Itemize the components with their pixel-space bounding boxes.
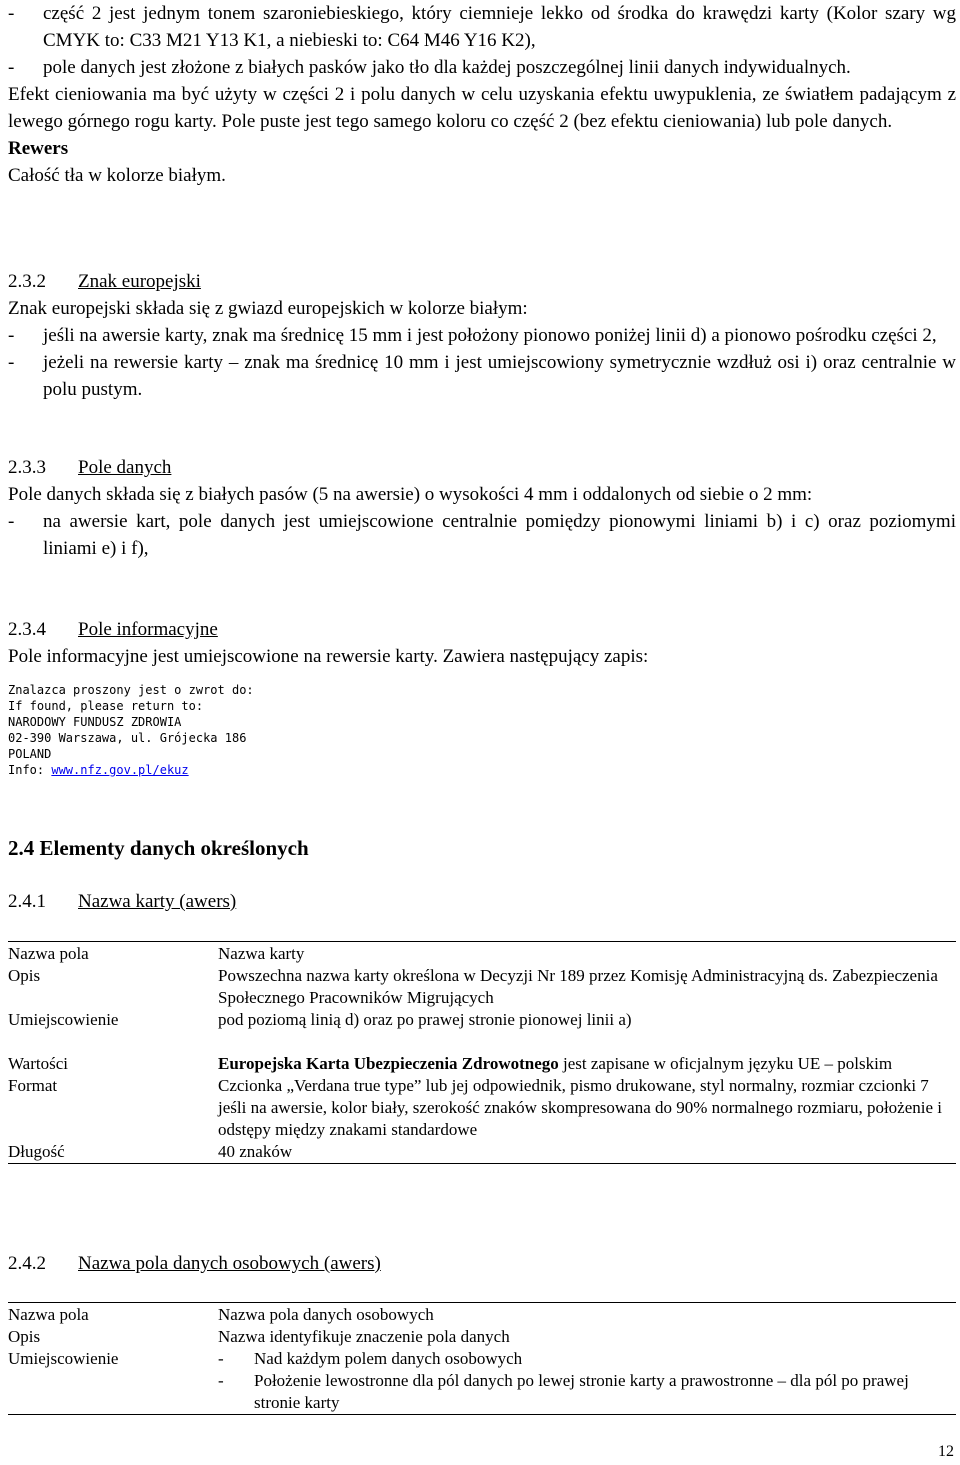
table-row: Nazwa pola Nazwa pola danych osobowych: [8, 1305, 434, 1324]
section-2-3-2: [8, 268, 956, 403]
section-2-4-2-heading: 2.4.2 Nazwa pola danych osobowych (awers): [8, 1253, 381, 1274]
list-item: - część 2 jest jednym tonem szaroniebieskiego, który ciemnieje lekko od środka do krawędzi karty (Kolor szary wg CMYK to: C33 M21 Y13 K1, a niebieski to: C64 M46 Y16 K2),: [8, 0, 956, 54]
section-lead: Pole danych składa się z białych pasów (5 na awersie) o wysokości 4 mm i oddalonych od siebie o 2 mm:: [8, 484, 813, 505]
table-row: Format Czcionka „Verdana true type” lub jej odpowiednik, pismo drukowane, styl normalny, rozmiar czcionki 7 jeśli na awersie, kolor biały, szerokość znaków skompresowana do 90% normalnego rozmiaru, położenie i odstępy między znakami standardowe: [8, 1076, 943, 1139]
table-2-4-2: [8, 1302, 956, 1415]
table-row: Wartości Europejska Karta Ubezpieczenia Zdrowotnego jest zapisane w oficjalnym języku UE – polskim: [8, 1054, 893, 1073]
nfz-link[interactable]: www.nfz.gov.pl/ekuz: [51, 763, 189, 777]
section-2-4-heading: 2.4 Elementy danych określonych: [8, 836, 309, 860]
table-row: Umiejscowienie pod poziomą linią d) oraz po prawej stronie pionowej linii a): [8, 1010, 632, 1029]
table-row: Umiejscowienie - Nad każdym polem danych osobowych - Położenie lewostronne dla pól danych po lewej stronie karty a prawostronne – dla pól po prawej stronie karty: [8, 1348, 956, 1414]
intro-bullet-2: pole danych jest złożone z białych pasków jako tło dla każdej poszczególnej linii danych indywidualnych.: [43, 57, 851, 78]
info-field-text: Znalazca proszony jest o zwrot do: If found, please return to: NARODOWY FUNDUSZ ZDROWIA 02-390 Warszawa, ul. Grójecka 186 POLAND Info: www.nfz.gov.pl/ekuz: [8, 683, 254, 777]
section-lead: Znak europejski składa się z gwiazd europejskich w kolorze białym:: [8, 298, 528, 319]
list-item: - jeżeli na rewersie karty – znak ma średnicę 10 mm i jest umiejscowiony symetrycznie wzdłuż osi i) oraz centralnie w polu pustym.: [8, 352, 956, 400]
rewers-text: Całość tła w kolorze białym.: [8, 165, 226, 186]
section-heading: 2.3.2 Znak europejski: [8, 271, 201, 292]
section-heading: 2.3.4 Pole informacyjne: [8, 619, 218, 640]
list-item: - na awersie kart, pole danych jest umiejscowione centralnie pomiędzy pionowymi liniami b) i c) oraz poziomymi liniami e) i f),: [8, 511, 956, 559]
list-item: - Położenie lewostronne dla pól danych po lewej stronie karty a prawostronne – dla pól po prawej stronie karty: [218, 1371, 909, 1412]
rewers-heading: Rewers: [8, 138, 69, 159]
intro-paragraph: Efekt cieniowania ma być użyty w części 2 i polu danych w celu uzyskania efektu uwypuklenia, ze światłem padającym z lewego górnego rogu karty. Pole puste jest tego samego koloru co część 2 (bez efektu cieniowania) lub pole danych.: [8, 84, 956, 132]
table-row: Opis Nazwa identyfikuje znaczenie pola danych: [8, 1327, 510, 1346]
section-2-3-3: [8, 454, 956, 562]
section-lead: Pole informacyjne jest umiejscowione na rewersie karty. Zawiera następujący zapis:: [8, 646, 649, 667]
section-2-4-1-heading: 2.4.1 Nazwa karty (awers): [8, 891, 237, 912]
list-item: - jeśli na awersie karty, znak ma średnicę 15 mm i jest położony pionowo poniżej linii d) a pionowo pośrodku części 2,: [8, 325, 937, 346]
section-heading: 2.3.3 Pole danych: [8, 457, 172, 478]
intro-bullet-1: część 2 jest jednym tonem szaroniebieskiego, który ciemnieje lekko od środka do krawędzi karty (Kolor szary wg CMYK to: C33 M21 Y13 K1, a niebieski to: C64 M46 Y16 K2),: [43, 3, 956, 51]
list-item: - Nad każdym polem danych osobowych: [218, 1349, 523, 1368]
table-row: Długość 40 znaków: [8, 1142, 293, 1161]
list-item: - pole danych jest złożone z białych pasków jako tło dla każdej poszczególnej linii danych indywidualnych.: [8, 54, 956, 81]
section-2-3-4: [8, 616, 956, 778]
table-row: Nazwa pola Nazwa karty: [8, 944, 305, 963]
intro-section: [8, 0, 956, 189]
table-row: Opis Powszechna nazwa karty określona w Decyzji Nr 189 przez Komisję Administracyjną ds. Zabezpieczenia Społecznego Pracowników Migrujących: [8, 966, 938, 1007]
page-number: 12: [938, 1443, 954, 1460]
table-2-4-1: [8, 941, 956, 1164]
